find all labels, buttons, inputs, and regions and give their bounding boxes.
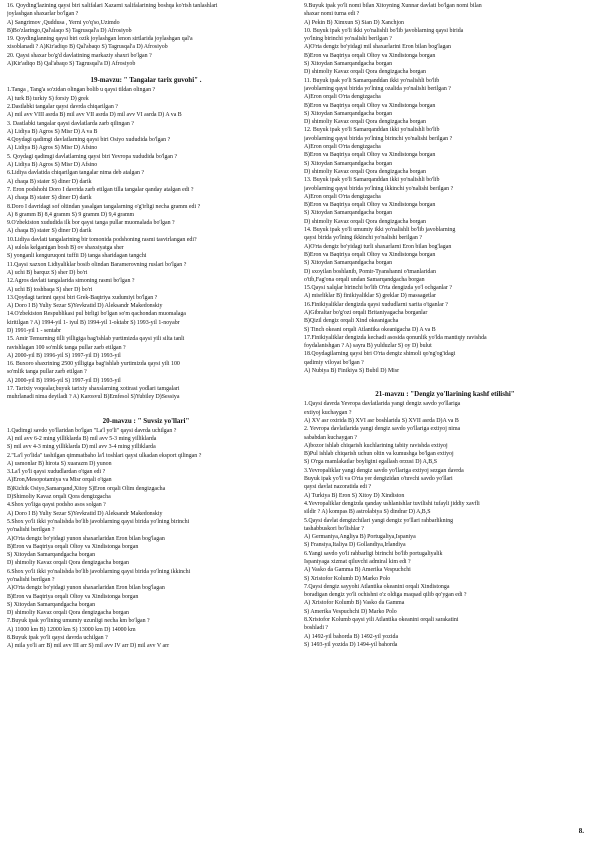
right-text-line: S) Xitoydan Samarqandgacha borgan (304, 210, 393, 217)
right-text-line: 3.Yevropaliklar yangi dengiz savdo yo'llariga extiyoj sezgan davrda (304, 467, 464, 474)
left-text-line: 10.Lidiya davlati tangalarining bir tomonida podshoning rasmi tasvirlangan edi? (7, 236, 197, 243)
left-text-line: 17. Tarixiy voqealar,buyuk tarixiy shaxslarning xotirasi yodlari tamgalari (7, 386, 180, 393)
left-section-title: 19-mavzu: " Tangalar tarix guvohi" . (90, 76, 202, 85)
right-text-line: boradigan dengiz yo'li ochishni o'z oldiga maqsad qilib qo'ygan edi ? (304, 592, 467, 599)
left-text-line: A) usmonlar B) hirota S) xuarazm D) yunon (7, 460, 112, 467)
right-text-line: S) Xitoydan Samarqandgacha borgan (304, 160, 393, 167)
left-text-line: S) Xitoydan Samarqandgacha borgan (7, 552, 96, 559)
right-text-line: 10. Buyuk ipak yo'li ikki yo'nalishli bo'lib javoblarning qaysi birida (304, 27, 464, 34)
right-text-line: 6.Yangi savdo yo'li rahbarligi birinchi bo'lib portugaliyalik (304, 550, 443, 557)
right-text-line: A) Turkiya B) Eron S) Xitoy D) Xindiston (304, 492, 405, 499)
right-text-line: B)Eron va Baqtriya orqali Oltoy va Xindistonga borgan (304, 102, 436, 109)
left-text-line: S) mil avv 4-3 ming yilliklarda D) mil avv 3-4 ming yilliklarda (7, 444, 156, 451)
left-text-line: 8.Doro I davridagi sof oltindan yasalgan tangalarning o'g'irligi necha gramm edi ? (7, 203, 201, 210)
right-text-line: A) Nubiya B) Finikiya S) Bubil D) Misr (304, 368, 400, 375)
left-text-line: 3. Dastlabki tangalar qaysi davlatlarda zarb qilingan ? (7, 120, 134, 127)
left-text-line: 5. Qoydagi qadimgi davlatlarning qaysi biri Yevropa xududida bo'lgan ? (7, 153, 178, 160)
right-text-line: A)O'rta dengiz bo'yidagi turli shaxarlarni Eron bilan bog'lagan (304, 243, 452, 250)
left-text-line: so'mlik tanga pullar zarb etilgan ? (7, 369, 87, 376)
left-text-line: 11.Qaysi xazxon Lidiyaliklar bosib olindan Baramerovning ruslari bo'lgan ? (7, 261, 187, 268)
left-text-line: muhrlanadi nima deyiladi ? A) Karosvul B)Emfesol S)Yubiley D)Sessiya (7, 394, 180, 401)
left-text-line: D) shimoliy Kavaz orqali Qora dengizgacha borgan (7, 560, 129, 567)
left-text-line: A) 11000 km B) 12000 km S) 13000 km D) 14000 km (7, 626, 136, 633)
left-text-line: A) Doro I B) Yuliy Sezar S)Yevkratid D) Aleksandr Makedonskiy (7, 510, 163, 517)
left-text-line: 4.Qoydagi qadimgi davlatlarning qaysi biri Osiyo xududida bo'lgan ? (7, 137, 171, 144)
right-text-line: S) Fransiya,Italiya D) Gollandiya,Irlandiya (304, 542, 406, 549)
right-text-line: B)Qizil dengiz orqali Xind okeanigacha (304, 318, 399, 325)
right-text-line: B)Pul ishlab chiqarish uchun oltin va kumushga bo'lgan extiyoj (304, 451, 454, 458)
right-text-line: 12. Buyuk ipak yo'li Samarqanddan ikki yo'nalishli bo'lib (304, 127, 440, 134)
left-text-line: 6.Shox yo'li ikki yo'nalishda bo'lib javoblarning qaysi birida yo'lning ikkinchi (7, 568, 191, 575)
left-text-line: A)O'rta dengiz bo'yidagi yunon shaxarlaridan Eron bilan bog'lagan (7, 535, 165, 542)
right-text-line: 4.Yevropaliklar dengizda qanday ushlanishlar tuvilishi tufayli jiddiy xavfli (304, 500, 480, 507)
left-text-line: A) chaqa B) stater S) diner D) darik (7, 178, 92, 185)
left-text-line: A)O'rta dengiz bo'yidagi yunon shaxarlaridan Eron bilan bog'lagan (7, 585, 165, 592)
left-column (7, 2, 285, 651)
left-text-line: 7.Buyuk ipak yo'lining umumiy uzunligi necha km bo'lgan ? (7, 618, 150, 625)
left-text-line: 2."La'l yo'lida" tashilgan qimmatbaho la'l toshlari qaysi ulkadan eksport qilingan ? (7, 452, 202, 459)
right-text-line: D) shimoliy Kavaz orqali Qora dengizgacha borgan (304, 218, 426, 225)
left-text-line: A) turk B) turkiy S) forsiy D) grek (7, 95, 89, 102)
right-text-line: S) 1493-yil yozida D) 1494-yil bahorda (304, 641, 398, 648)
left-text-line: kiritilgan ? A) 1994-yil 1- iyul B) 1994-yil 1-oktabr S) 1993-yil 1-noyabr (7, 319, 180, 326)
left-text-line: D)Shimoliy Kavaz orqali Qora dengizgacha (7, 494, 111, 501)
right-text-line: S) Xitoydan Samarqandgacha borgan (304, 61, 393, 68)
left-text-line: D) 1991-yil 1 - sentabr (7, 327, 61, 334)
left-text-line: 7. Eron podshohi Doro I davrida zarb etilgan tilla tangalar qanday atalgan edi ? (7, 186, 194, 193)
right-text-line: S) Tinch okeani orqali Atlantika okeanigacha D) A va B (304, 326, 436, 333)
left-text-line: 14.O'zbekiston Respublikasi pul birligi bo'lgan so'm qachondan muomalaga (7, 311, 186, 318)
left-text-line: A) Lidiya B) Agros S) Misr D) A va B (7, 128, 98, 135)
right-text-line: B)Eron va Baqtriya orqali Oltoy va Xindistonga borgan (304, 152, 436, 159)
left-text-line: 13.Qoydagi tarinni qaysi biri Grek-Baqtriya xudumiyi bo'lgan ? (7, 294, 158, 301)
right-text-line: javoblarning qaysi birida yo'lning birinchi yo'nalishi berilgan ? (304, 135, 453, 142)
left-text-line: B)Bo'zlaringo,Qal'alaqo S) Tagrusqal'a D) Afrosiyob (7, 27, 132, 34)
left-text-line: 1.Tanga , Tang'a so'zidan olingan bolib u qaysi tildan olingan ? (7, 87, 156, 94)
left-text-line: 8.Buyuk ipak yo'li qaysi davrda uchilgan ? (7, 635, 108, 642)
right-text-line: qaysi birida yo'lning ikkinchi yo'nalishi berilgan ? (304, 235, 422, 242)
left-text-line: joylashgan shaxarlar bo'lgan ? (7, 11, 79, 18)
right-text-line: 16.Finikiyaliklar dengizda qaysi xududlarni xarita o'tganlar ? (304, 301, 448, 308)
right-text-line: sababdan kuchaygan ? (304, 434, 357, 441)
right-text-line: A)O'rta dengiz bo'yidagi mil shaxarlarini Eron bilan bog'lagan (304, 44, 451, 51)
right-text-line: 1.Qaysi davrda Yevropa davlatlarida yangi dengiz savdo yo'llariga (304, 401, 461, 408)
left-text-line: A) 2000-yil B) 1996-yil S) 1997-yil D) 1993-yil (7, 352, 121, 359)
right-text-line: 5.Qaysi davlat dengizchilari yangi dengiz yo'llari rahbarlikning (304, 517, 454, 524)
left-text-line: 6.Lidiya davlatida chiqarilgan tangalar nima deb atalgan ? (7, 170, 145, 177)
right-text-line: shaxar nomi turna edi ? (304, 11, 360, 18)
right-text-line: tashabbuskori bo'lishlar ? (304, 525, 364, 532)
right-text-line: 13. Buyuk ipak yo'li Samarqanddan ikki yo'nalishli bo'lib (304, 177, 440, 184)
left-text-line: A) Sangrimov ,Quddusa , Yerni yo'q'so,Uzimdo (7, 19, 120, 26)
right-text-line: 8.Xristofor Kolumb qaysi yili Atlantika okeanini orqali sarakatini (304, 617, 459, 624)
right-text-line: B)Eron va Baqtriya orqali Oltoy va Xindistonga borgan (304, 202, 436, 209)
right-text-line: A)Eron orqali O'rta dengizgacha (304, 193, 381, 200)
right-text-line: A)Eron orqali O'rta dengizgacha (304, 94, 381, 101)
left-text-line: ravishlagan 100 so'mlik tanga pullar zarb etilgan ? (7, 344, 126, 351)
left-text-line: A) 8 gramm B) 8,4 gramm S) 9 gramm D) 9,4 gramm (7, 211, 135, 218)
right-text-line: A) Germaniya,Angliya B) Portugaliya,Ispaniya (304, 534, 416, 541)
right-text-line: Ispaniyaga xizmat qiluvchi admiral kim edi ? (304, 559, 411, 565)
left-text-line: D) shimoliy Kavaz orqali Qora dengizgacha borgan (7, 610, 129, 617)
right-column (304, 2, 586, 649)
left-text-line: 15. Amir Temurning tilli yilligiga bag'ishlab yurtimizda qaysi yili silta tanli (7, 336, 185, 343)
left-text-line: xisoblanadi ? A)Kir'adiqo B) Qal'abaqo S) Tagrusqal'a D) Afrosiyob (7, 44, 168, 51)
left-text-line: yo'nalishi berilgan ? (7, 527, 55, 534)
right-text-line: D) shimoliy Kavaz orqali Qora dengizgacha borgan (304, 168, 426, 175)
left-text-line: 16. Buxoro shaxrining 2500 yilligiga bag'ishlab yurtimizda qaysi yili 100 (7, 361, 180, 368)
left-text-line: A) Doro I B) Yuliy Sezar S)Yevkratid D) Aleksandr Makedonskiy (7, 303, 163, 310)
right-text-line: B)Eron va Baqtriya orqali Oltoy va Xindistonga borgan (304, 251, 436, 258)
right-text-line: D) shimoliy Kavaz orqali Qora dengizgacha borgan (304, 69, 426, 76)
left-text-line: A) Lidiya B) Agros S) Misr D) Afsino (7, 162, 98, 169)
left-text-line: A) mila yo'li arr B) mil avv III arr S) mil avv IV arr D) mil avv V arr (7, 643, 170, 650)
left-text-line: B)Kichik Osiyo,Samarqand,Xitoy S)Eron orqali Olim dengizgacha (7, 485, 166, 492)
left-text-line: A)Eron,Mesopotamiya va Misr orqali o'tgan (7, 477, 112, 484)
left-text-line: 5.Shox yo'li ikki yo'nalishda bo'lib javoblarning qaysi birida yo'lning birinchi (7, 518, 190, 525)
right-text-line: javoblarning qaysi birida yo'lning ikkinchi yo'nalishi berilgan ? (304, 185, 454, 192)
right-text-line: 17.Finikiyaliklar dengizda kechadi asosida qonunlik yo'lda mantiqiy ravishda (304, 334, 487, 341)
right-text-line: S) Xristofor Kolumb D) Marko Polo (304, 575, 391, 582)
right-text-line: 7.Qaysi dengiz sayyohi Atlantika okeanini orqali Xindistonga (304, 583, 450, 590)
right-text-line: Buyuk ipak yo'li va O'rta yer dengizidan o'tuvchi savdo yo'llari (304, 476, 453, 483)
left-text-line: A) Lidiya B) Agros S) Misr D) Afsino (7, 145, 98, 152)
left-text-line: B)Eron va Baqtriya orqali Oltoy va Xindistonga borgan (7, 543, 139, 550)
right-text-line: 18.Qoydagilarning qaysi biri O'rta dengiz shimoli qo'ng'og'idagi (304, 351, 456, 358)
right-text-line: A) misrliklar B) finikiyaliklar S) greklar D) massagetlar (304, 293, 437, 300)
left-text-line (7, 402, 285, 409)
left-text-line: 9.O'zbekiston xududida ilk bor qaysi tanga pullar muomalada bo'lgan ? (7, 220, 175, 227)
left-text-line: 1.Qadimgi savdo yo'llaridan bo'lgan "La'l yo'li" qaysi davrda uchilgan ? (7, 427, 177, 434)
right-text-line: A) Pekin B) Ximxun S) Sian D) Xanchjon (304, 19, 404, 26)
left-text-line: yo'nalishi berilgan ? (7, 577, 55, 583)
left-text-line: A) chaqa B) stater S) diner D) darik (7, 228, 92, 235)
right-text-line: 15.Qaysi xalqlar birinchi bo'lib O'rta dengizda yo'l ochganlar ? (304, 285, 452, 292)
left-section-title: 20-mavzu : " Suvsiz yo'llari" (102, 416, 190, 425)
right-text-line: S) Xitoydan Samarqandgacha borgan (304, 110, 393, 117)
left-text-line: A) mil avv VIII asrda B) mil avv VII asrda D) mil avv VI asrda D) A va B (7, 112, 182, 119)
right-text-line: 2. Yevropa davlatlarida yangi dengiz savdo yo'llariga extiyoj nima (304, 426, 461, 433)
right-text-line: S) O'rga mamlakatlar boyligini egallash orzusi D) A,B,S (304, 459, 437, 466)
right-text-line: A) Xristofor Kolumb B) Vasko da Gamma (304, 600, 405, 607)
right-text-line (304, 375, 586, 382)
left-text-line: S) Xitoydan Samarqandgacha borgan (7, 601, 96, 608)
right-text-line: 11. Buyuk ipak yo'li Samarqanddan ikki yo'nalishli bo'lib (304, 77, 440, 84)
right-text-line: qadimiy viloyat bo'lgan ? (304, 359, 364, 366)
right-text-line: A) XV asr oxirida B) XVI asr boshlarida S) XVII asrda D)A va B (304, 417, 459, 424)
right-text-line: D) sxoyilan boshlanib, Pomir-Tyanshanni o'tmanlaridan (304, 268, 436, 275)
left-text-line: A) sulola kelganigan bosh B) ov shaxsiyatga sher (7, 245, 124, 252)
right-text-line: B)Eron va Baqtriya orqali Oltoy va Xindistonga borgan (304, 52, 436, 59)
left-text-line: A) mil avv 6-2 ming yilliklarda B) mil avv 5-3 ming yilliklarda (7, 435, 157, 442)
left-text-line: A) 2000-yil B) 1996-yil S) 1997-yil D) 1993-yil (7, 377, 121, 384)
left-text-line: 4.Shox yo'liga qaysi podsho asos solgan ? (7, 502, 106, 509)
right-text-line: boshladi ? (304, 625, 329, 632)
left-text-line: A) uchi B) barquz S) sher D) bo'ri (7, 269, 88, 276)
right-text-line: o'tib,Fag'ona orqali undan Samarqandgacha borgan (304, 276, 425, 283)
left-text-line: 3.La'l yo'li qaysi xududlardan o'tgan edi ? (7, 469, 106, 476)
right-text-line: A) 1492-yil bahorda B) 1492-yil yozida (304, 633, 399, 640)
left-text-line: 20. Qaysi shaxar bo'g'd davlatining markaziy shaxri bo'lgan ? (7, 52, 152, 59)
right-text-line: foydalanishgan ? A) sayra B) yulduzlar S) oy D) bulut (304, 343, 432, 350)
right-text-line: A)Eron orqali O'rta dengizgacha (304, 144, 381, 151)
right-text-line: S) Amerika Vespuchchi D) Marko Polo (304, 608, 397, 615)
left-text-line: 2.Dastlabki tangalar qaysi davrda chiqarilgan ? (7, 103, 118, 110)
left-text-line: 12.Agros davlati tangalarida simoning rasmi bo'lgan ? (7, 278, 135, 285)
right-text-line: A) Vasko da Gamma B) Amerika Vespuchchi (304, 567, 411, 574)
right-text-line: qaysi davlat nazoratida edi ? (304, 484, 372, 491)
left-text-line: A) uchi B) toshbaqa S) sher D) bo'ri (7, 286, 93, 293)
left-text-line: S) yonganli kenguruqoni tuffii D) tanga sharidagan tangchi (7, 253, 147, 260)
right-text-line: yo'lning birinchi yo'nalishi berilgan ? (304, 36, 392, 43)
right-text-line: S) Xitoydan Samarqandgacha borgan (304, 260, 393, 267)
right-section-title: 21-mavzu : "Dengiz yo'llarining kashf etilishi" (375, 390, 515, 399)
right-text-line: A)bozor ishlab chiqarish kuchlarining tabiiy ravishda extiyoj (304, 442, 448, 449)
right-text-line: 14. Buyuk ipak yo'li umumiy ikki yo'nalishli bo'lib javoblarning (304, 227, 456, 234)
page-number: 8. (578, 827, 584, 835)
left-text-line: 19. Qoydinglanning qaysi biri ozik joylashgan lenon sirtlarida joylashgan qal'a (7, 36, 193, 43)
left-text-line: A)Kir'adiqo B) Qal'abaqo S) Tagrusqal'a D) Afrosiyob (7, 61, 136, 68)
left-text-line: 16. Qoyding'lazining qaysi biri xalifalari Xazarni xalifalarining boshqa ko'rish tanlashlari (7, 3, 218, 9)
right-text-line: A)Gibraltar bo'g'ozi orqali Britaniyagacha borganlar (304, 309, 428, 316)
right-text-line: javoblarning qaysi birida yo'lning ozalida yo'nalishi berilgan ? (304, 85, 451, 92)
right-text-line: 9.Buyuk ipak yo'li nomi bilan Xitoyning Xunnar davlati bo'lgan nomi bilan (304, 3, 482, 9)
left-text-line: B)Eron va Baqtriya orqali Oltoy va Xindistonga borgan (7, 593, 139, 600)
right-text-line: D) shimoliy Kavaz orqali Qora dengizgacha borgan (304, 119, 426, 126)
left-text-line: A) chaqa B) stater S) diner D) darik (7, 195, 92, 202)
right-text-line: sildir ? A) kompas B) astrolabiya S) dindrar D) A,B,S (304, 509, 431, 516)
right-text-line: extiyoj kuchaygan ? (304, 409, 352, 416)
